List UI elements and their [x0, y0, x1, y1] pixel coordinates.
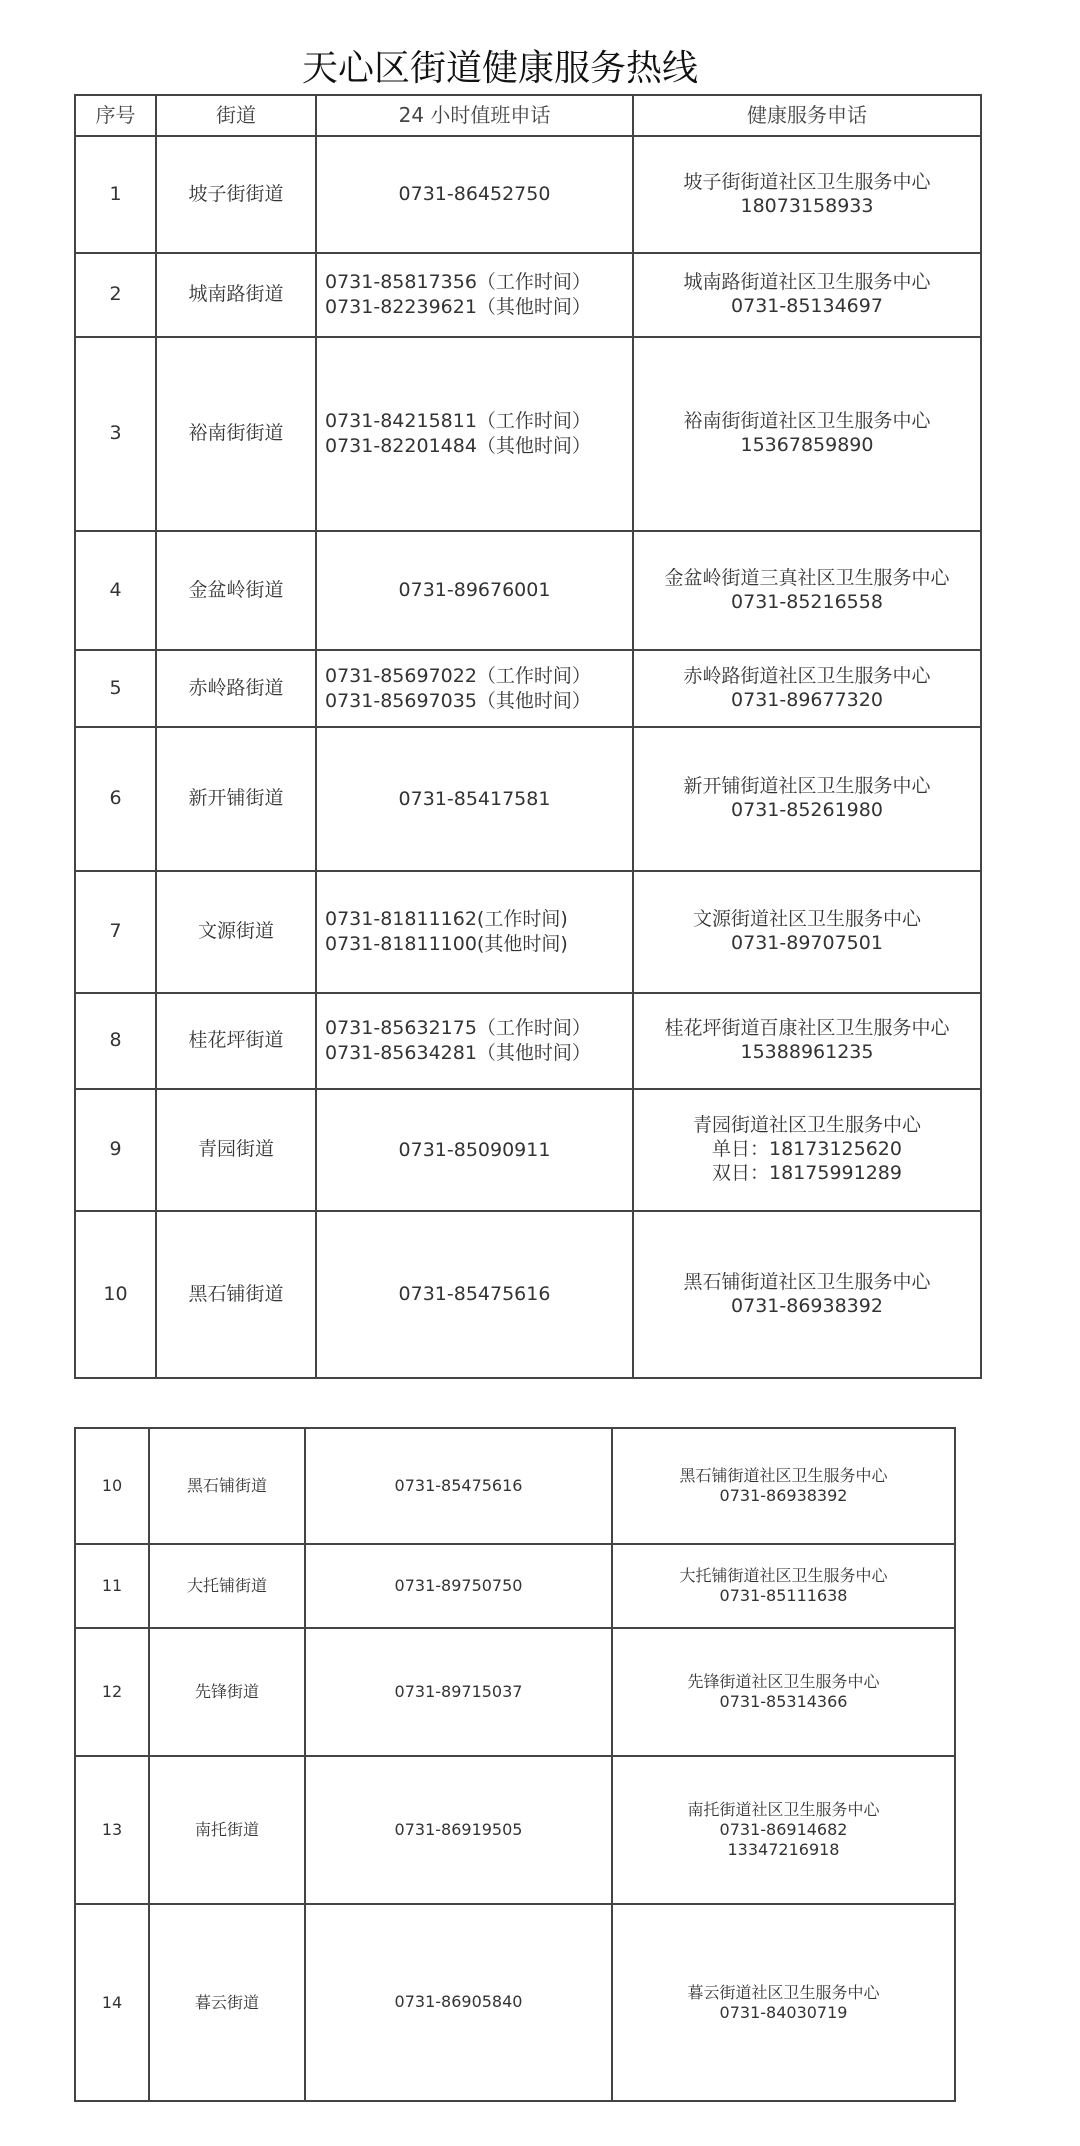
health-center-name: 文源街道社区卫生服务中心 — [692, 908, 921, 931]
hotline-table — [74, 94, 982, 1379]
duty-phone-cell — [305, 1428, 612, 1544]
duty-phone-cell — [316, 531, 633, 650]
row-number: 8 — [75, 993, 156, 1089]
row-number: 13 — [75, 1756, 149, 1904]
health-center-name: 城南路街道社区卫生服务中心 — [683, 271, 931, 294]
header-number: 序号 — [75, 95, 156, 136]
duty-phone-cell — [305, 1904, 612, 2101]
health-phone: 15367859890 — [740, 434, 874, 456]
duty-phone: 0731-89750750 — [394, 1575, 523, 1595]
health-phone: 0731-85216558 — [731, 590, 883, 613]
row-number: 10 — [75, 1211, 156, 1378]
health-service-cell — [633, 337, 981, 531]
table-row — [75, 253, 981, 337]
table-row — [75, 1756, 955, 1904]
duty-phone: 0731-85090911 — [398, 1138, 551, 1161]
table-row — [75, 650, 981, 727]
health-service-cell — [633, 531, 981, 650]
duty-phone: 0731-81811100(其他时间) — [325, 933, 568, 955]
street-name: 大托铺街道 — [149, 1544, 305, 1628]
health-service-cell — [612, 1428, 955, 1544]
health-center-name: 南托街道社区卫生服务中心 — [687, 1800, 880, 1819]
health-center-name: 金盆岭街道三真社区卫生服务中心 — [664, 566, 950, 589]
street-name: 暮云街道 — [149, 1904, 305, 2101]
table-row — [75, 1428, 955, 1544]
duty-phone: 0731-81811162(工作时间) — [325, 908, 568, 931]
duty-phone: 0731-85697035（其他时间） — [325, 689, 591, 712]
health-center-name: 赤岭路街道社区卫生服务中心 — [683, 664, 931, 687]
health-service-cell — [633, 650, 981, 727]
health-center-name: 裕南街街道社区卫生服务中心 — [683, 410, 931, 433]
duty-phone: 0731-85475616 — [394, 1475, 523, 1495]
street-name: 赤岭路街道 — [156, 650, 316, 727]
duty-phone-cell — [316, 253, 633, 337]
row-number: 12 — [75, 1628, 149, 1756]
duty-phone-cell — [305, 1628, 612, 1756]
health-phone: 双日：18175991289 — [712, 1161, 902, 1184]
health-phone: 0731-85134697 — [731, 295, 883, 317]
health-service-cell — [612, 1544, 955, 1628]
health-center-name: 桂花坪街道百康社区卫生服务中心 — [664, 1017, 950, 1040]
row-number: 3 — [75, 337, 156, 531]
duty-phone: 0731-86919505 — [394, 1819, 523, 1839]
duty-phone-cell — [316, 1211, 633, 1378]
health-phone: 0731-85261980 — [731, 799, 883, 821]
health-phone: 0731-84030719 — [719, 2002, 848, 2022]
street-name: 南托街道 — [149, 1756, 305, 1904]
health-center-name: 坡子街街道社区卫生服务中心 — [683, 170, 931, 193]
duty-phone-cell — [316, 136, 633, 253]
table-row — [75, 337, 981, 531]
table-row — [75, 727, 981, 871]
health-phone: 0731-89677320 — [731, 688, 883, 711]
duty-phone: 0731-85632175（工作时间） — [325, 1017, 591, 1040]
duty-phone: 0731-85634281（其他时间） — [325, 1042, 591, 1064]
row-number: 4 — [75, 531, 156, 650]
duty-phone: 0731-82239621（其他时间） — [325, 296, 591, 318]
duty-phone-cell — [305, 1544, 612, 1628]
table-row — [75, 1628, 955, 1756]
health-service-cell — [633, 871, 981, 993]
table-row — [75, 1211, 981, 1378]
health-center-name: 黑石铺街道社区卫生服务中心 — [679, 1466, 888, 1485]
health-phone: 18073158933 — [740, 194, 874, 217]
duty-phone: 0731-89676001 — [398, 579, 551, 602]
duty-phone: 0731-84215811（工作时间） — [325, 410, 591, 433]
header-duty-phone: 24 小时值班申话 — [316, 95, 633, 136]
duty-phone-cell — [316, 727, 633, 871]
row-number: 7 — [75, 871, 156, 993]
duty-phone-cell — [316, 871, 633, 993]
health-service-cell — [633, 1089, 981, 1211]
health-center-name: 暮云街道社区卫生服务中心 — [687, 1982, 880, 2002]
health-phone: 0731-85111638 — [719, 1586, 848, 1605]
health-service-cell — [633, 136, 981, 253]
health-center-name: 青园街道社区卫生服务中心 — [692, 1114, 921, 1137]
street-name: 裕南街街道 — [156, 337, 316, 531]
duty-phone: 0731-86905840 — [394, 1992, 523, 2012]
duty-phone-cell — [316, 1089, 633, 1211]
table-row — [75, 136, 981, 253]
health-phone: 0731-85314366 — [719, 1692, 848, 1711]
street-name: 桂花坪街道 — [156, 993, 316, 1089]
health-service-cell — [633, 727, 981, 871]
table-row — [75, 993, 981, 1089]
duty-phone: 0731-89715037 — [394, 1681, 523, 1701]
row-number: 11 — [75, 1544, 149, 1628]
health-service-cell — [612, 1756, 955, 1904]
health-phone: 0731-86938392 — [719, 1486, 848, 1505]
duty-phone-cell — [316, 993, 633, 1089]
table-row — [75, 871, 981, 993]
street-name: 青园街道 — [156, 1089, 316, 1211]
table-row — [75, 1089, 981, 1211]
health-center-name: 新开铺街道社区卫生服务中心 — [683, 775, 931, 798]
street-name: 金盆岭街道 — [156, 531, 316, 650]
duty-phone: 0731-82201484（其他时间） — [325, 435, 591, 457]
header-health-phone: 健康服务申话 — [633, 95, 981, 136]
health-service-cell — [633, 253, 981, 337]
table-row — [75, 1904, 955, 2101]
row-number: 9 — [75, 1089, 156, 1211]
row-number: 5 — [75, 650, 156, 727]
street-name: 文源街道 — [156, 871, 316, 993]
page-title: 天心区街道健康服务热线 — [301, 48, 698, 89]
street-name: 黑石铺街道 — [149, 1428, 305, 1544]
row-number: 6 — [75, 727, 156, 871]
table-row — [75, 531, 981, 650]
duty-phone: 0731-85417581 — [398, 787, 551, 810]
duty-phone-cell — [305, 1756, 612, 1904]
street-name: 新开铺街道 — [156, 727, 316, 871]
header-street: 街道 — [156, 95, 316, 136]
duty-phone: 0731-85475616 — [398, 1283, 551, 1306]
health-phone: 13347216918 — [727, 1840, 840, 1859]
health-center-name: 黑石铺街道社区卫生服务中心 — [683, 1270, 931, 1293]
duty-phone: 0731-85817356（工作时间） — [325, 271, 591, 294]
street-name: 黑石铺街道 — [156, 1211, 316, 1378]
health-phone: 单日：18173125620 — [712, 1138, 902, 1161]
hotline-table-continued — [74, 1427, 956, 2102]
table-row — [75, 1544, 955, 1628]
health-service-cell — [633, 993, 981, 1089]
duty-phone: 0731-85697022（工作时间） — [325, 664, 591, 687]
health-phone: 0731-89707501 — [731, 932, 883, 954]
duty-phone: 0731-86452750 — [398, 183, 551, 206]
health-center-name: 先锋街道社区卫生服务中心 — [687, 1672, 880, 1691]
health-service-cell — [612, 1628, 955, 1756]
health-center-name: 大托铺街道社区卫生服务中心 — [679, 1566, 888, 1585]
row-number: 10 — [75, 1428, 149, 1544]
row-number: 2 — [75, 253, 156, 337]
duty-phone-cell — [316, 650, 633, 727]
table-header-row — [75, 95, 981, 136]
health-phone: 0731-86914682 — [719, 1820, 848, 1839]
row-number: 1 — [75, 136, 156, 253]
street-name: 先锋街道 — [149, 1628, 305, 1756]
health-phone: 15388961235 — [740, 1041, 874, 1063]
health-phone: 0731-86938392 — [731, 1294, 883, 1317]
street-name: 城南路街道 — [156, 253, 316, 337]
row-number: 14 — [75, 1904, 149, 2101]
street-name: 坡子街街道 — [156, 136, 316, 253]
health-service-cell — [612, 1904, 955, 2101]
duty-phone-cell — [316, 337, 633, 531]
health-service-cell — [633, 1211, 981, 1378]
